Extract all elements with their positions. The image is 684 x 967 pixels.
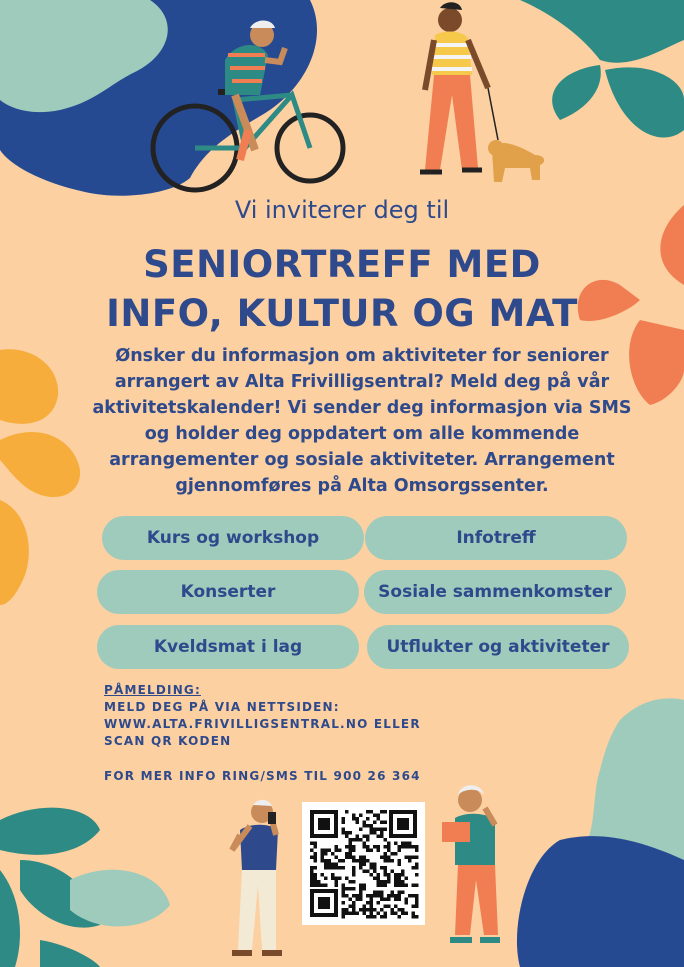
signup-info	[104, 682, 421, 750]
qr-code-image	[302, 802, 425, 925]
activity-pill-infotreff: Infotreff	[365, 516, 627, 560]
teal-leaves-top-right	[520, 0, 684, 138]
qr-code[interactable]	[302, 802, 425, 925]
signup-heading: PÅMELDING:	[104, 683, 201, 697]
signup-website: WWW.ALTA.FRIVILLIGSENTRAL.NO ELLER	[104, 717, 421, 731]
man-with-phone-illustration	[232, 800, 282, 953]
intro-text: Ønsker du informasjon om aktiviteter for seniorer arrangert av Alta Frivilligsentral? Meld deg på vår aktivitetskalender! Vi sender deg informasjon via SMS og holder deg oppdatert om alle kommende arrangementer og sosiale aktiviteter. Arrangement gjennomføres på Alta Omsorgssenter.	[92, 346, 632, 496]
invite-heading: Vi inviterer deg til	[234, 196, 450, 224]
signup-line-1: MELD DEG PÅ VIA NETTSIDEN:	[104, 700, 340, 714]
woman-with-tablet-illustration	[442, 785, 500, 940]
yellow-flower-left	[0, 349, 80, 605]
woman-with-dog-illustration	[420, 2, 544, 182]
navy-blob-bottom-right	[517, 836, 684, 967]
activity-pill-sosiale: Sosiale sammenkomster	[364, 570, 626, 614]
activity-pill-konserter: Konserter	[97, 570, 359, 614]
mint-leaf-bottom-left	[70, 870, 170, 927]
phone-info: FOR MER INFO RING/SMS TIL 900 26 364	[104, 769, 421, 783]
title-line-2: INFO, KULTUR OG MAT	[106, 292, 578, 335]
activity-pill-kveldsmat: Kveldsmat i lag	[97, 625, 359, 669]
signup-line-3: SCAN QR KODEN	[104, 734, 232, 748]
page-title	[0, 240, 684, 338]
activity-pill-utflukter: Utflukter og aktiviteter	[367, 625, 629, 669]
activity-pill-kurs: Kurs og workshop	[102, 516, 364, 560]
title-line-1: SENIORTREFF MED	[143, 243, 541, 286]
